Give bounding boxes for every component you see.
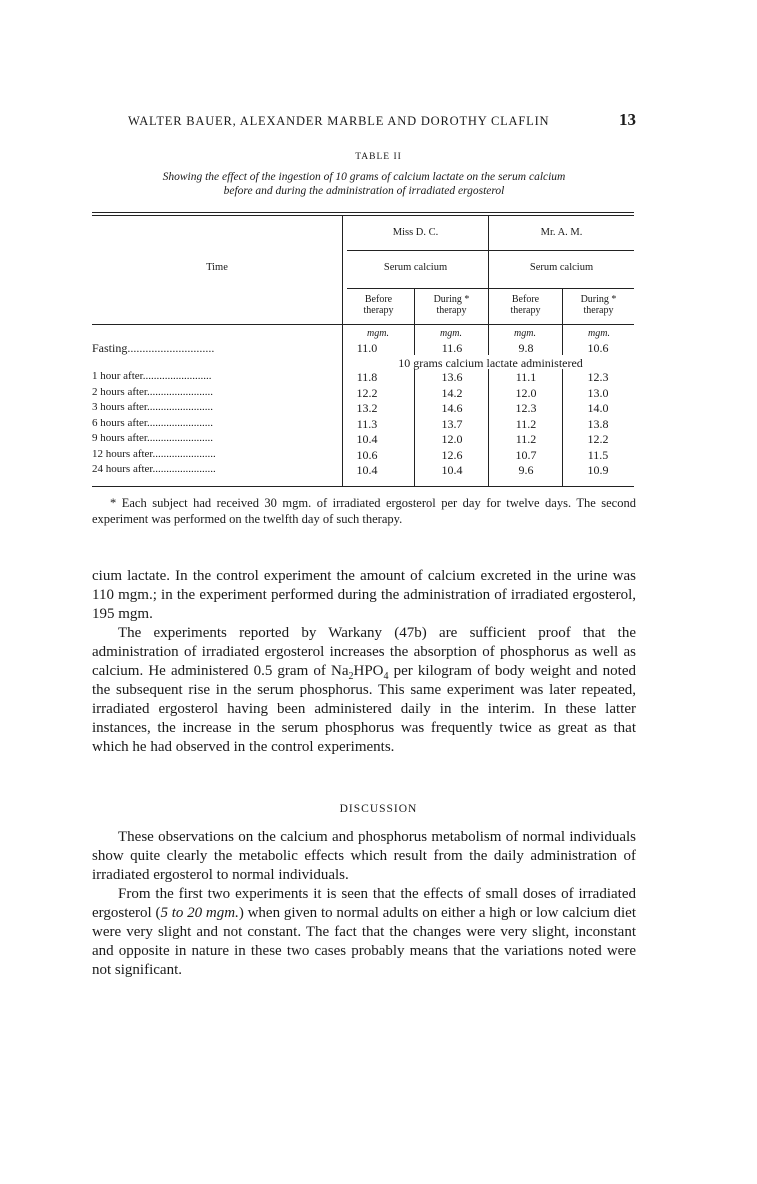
row-label: 9 hours after........................ — [92, 432, 213, 444]
table-cell: 9.6 — [518, 463, 534, 477]
row-label: 1 hour after......................... — [92, 370, 212, 382]
col-rule-1-bottom — [414, 369, 415, 486]
col-header-4: During * therapy — [580, 294, 617, 316]
table-cell: 10.4 — [441, 463, 463, 477]
table-bottom-rule — [92, 486, 634, 487]
col-rule-3-bottom — [562, 369, 563, 486]
row-label: 24 hours after....................... — [92, 463, 216, 475]
unit-3: mgm. — [514, 328, 536, 339]
table-footnote — [92, 495, 636, 527]
table-cell: 10.6 — [356, 447, 378, 462]
row-label: 6 hours after........................ — [92, 416, 213, 429]
table-cell: 10.4 — [356, 463, 378, 477]
table-cell: 14.6 — [441, 401, 463, 415]
caption-line-2: before and during the administration of irradiated ergosterol — [223, 185, 505, 197]
paragraph-4: From the first two experiments it is seen that the effects of small doses of irradiated ergosterol (5 to 20 mgm.) when given to normal adults on either a high or low calcium diet were very slight and not constant. The fact that the changes were very slight, inconstant and opposite in nature in these two cases probably means that the variations noted were not significant. — [92, 886, 636, 978]
section-heading-discussion: DISCUSSION — [339, 803, 418, 815]
administered-note: 10 grams calcium lactate administered — [398, 356, 583, 370]
table-cell: 11.2 — [515, 432, 537, 446]
body-text-upper — [92, 567, 636, 757]
table-cell: 10.9 — [587, 463, 609, 477]
paragraph-3: These observations on the calcium and phosphorus metabolism of normal individuals show quite clearly the metabolic effects which result from the daily administration of irradiated ergosterol to normal individuals. — [92, 829, 636, 883]
row-label: 12 hours after....................... — [92, 447, 216, 460]
table-caption — [100, 170, 628, 198]
subject-1-measure: Serum calcium — [383, 262, 448, 273]
table-cell: 14.0 — [587, 401, 609, 415]
table-cell: 12.3 — [587, 370, 609, 384]
table-cell: 13.6 — [441, 370, 463, 384]
header-bottom-rule — [92, 324, 634, 325]
col-header-2: During * therapy — [433, 294, 470, 316]
header-authors: WALTER BAUER, ALEXANDER MARBLE AND DOROTHY CLAFLIN — [128, 114, 550, 128]
table-cell: 12.2 — [356, 385, 378, 400]
unit-2: mgm. — [440, 328, 462, 339]
time-header: Time — [206, 262, 228, 273]
col-header-3: Before therapy — [510, 294, 541, 316]
table-cell: 11.1 — [515, 370, 537, 384]
paragraph-2: The experiments reported by Warkany (47b) are sufficient proof that the administration of irradiated ergosterol increases the absorption of phosphorus as well as calcium. He administered 0.5 gram of $Na_2HPO_4$ per kilogram of body weight and noted the subsequent rise in the serum phosphorus. This same experiment was later repeated, irradiated ergosterol having been administered daily in the interim. In these latter instances, the increase in the serum phosphorus was frequently twice as great as that which he had observed in the control experiments. — [92, 625, 636, 755]
table-cell: 12.3 — [515, 401, 537, 415]
fasting-value-2: 11.6 — [441, 341, 463, 355]
fasting-value-1: 11.0 — [356, 341, 378, 355]
table-cell: 12.0 — [515, 385, 537, 400]
caption-line-1: Showing the effect of the ingestion of 10 grams of calcium lactate on the serum calcium — [162, 171, 566, 183]
table-cell: 11.3 — [356, 416, 378, 431]
table-cell: 12.2 — [587, 432, 609, 446]
row-label: 2 hours after........................ — [92, 385, 213, 398]
subject-1-name: Miss D. C. — [392, 227, 439, 238]
table-cell: 14.2 — [441, 385, 463, 400]
running-header — [92, 110, 636, 132]
unit-4: mgm. — [588, 328, 610, 339]
footnote-text: * Each subject had received 30 mgm. of irradiated ergosterol per day for twelve days. The second experiment was performed on the twelfth day of such therapy. — [92, 496, 636, 526]
subject-divider-rule-bottom — [488, 369, 489, 486]
table-cell: 13.2 — [356, 401, 378, 415]
table-cell: 10.4 — [356, 432, 378, 446]
table-cell: 13.8 — [587, 416, 609, 431]
page-number: 13 — [619, 110, 636, 129]
table-cell: 12.0 — [441, 432, 463, 446]
measure-rule — [347, 288, 634, 289]
subject-2-measure: Serum calcium — [529, 262, 594, 273]
table-label: TABLE II — [355, 152, 402, 162]
body-text-lower — [92, 828, 636, 980]
table-cell: 11.8 — [356, 370, 378, 384]
subject-rule — [347, 250, 634, 251]
fasting-value-4: 10.6 — [587, 341, 609, 355]
unit-1: mgm. — [367, 328, 389, 339]
table-top-rule-2 — [92, 215, 634, 216]
paragraph-1: cium lactate. In the control experiment the amount of calcium excreted in the urine was 110 mgm.; in the experiment performed during the administration of irradiated ergosterol, 195 mgm. — [92, 568, 636, 622]
row-label: 3 hours after........................ — [92, 401, 213, 413]
col-header-1: Before therapy — [363, 294, 394, 316]
table-cell: 10.7 — [515, 447, 537, 462]
table-cell: 13.0 — [587, 385, 609, 400]
table-cell: 11.2 — [515, 416, 537, 431]
subject-2-name: Mr. A. M. — [540, 227, 583, 238]
table-cell: 13.7 — [441, 416, 463, 431]
table-top-rule — [92, 212, 634, 213]
table-cell: 12.6 — [441, 447, 463, 462]
row-label-fasting: Fasting............................. — [92, 341, 215, 355]
data-table — [92, 212, 634, 486]
table-cell: 11.5 — [587, 447, 609, 462]
fasting-value-3: 9.8 — [518, 341, 534, 355]
